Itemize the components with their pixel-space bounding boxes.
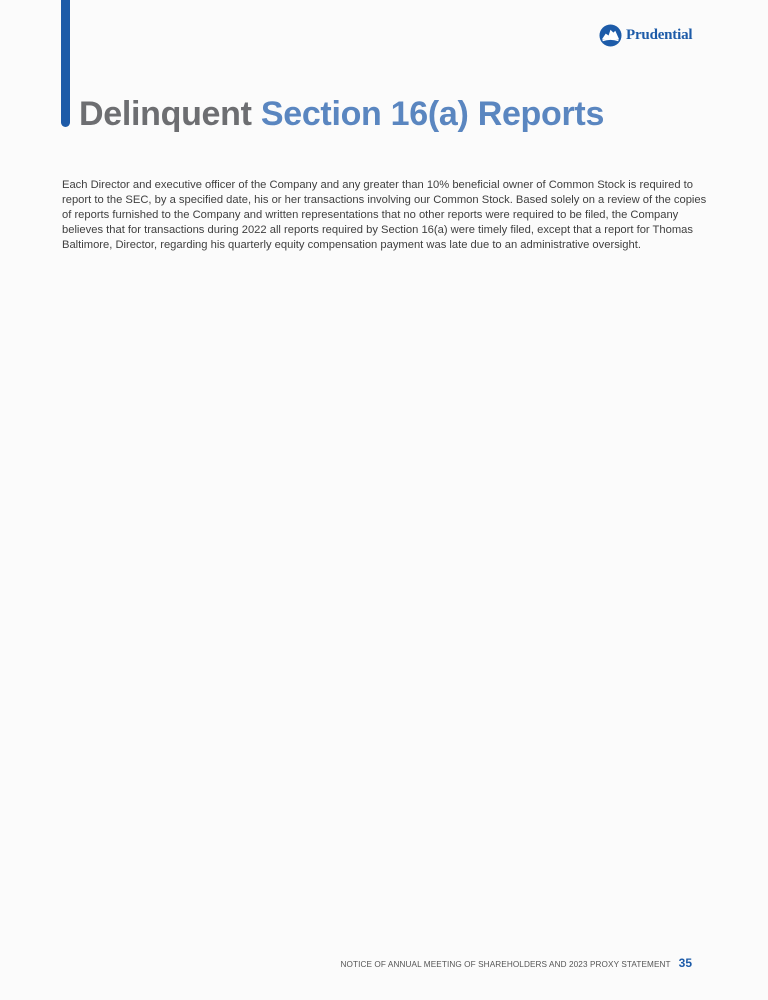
body-paragraph: Each Director and executive officer of the Company and any greater than 10% beneficial owner of Common Stock is required to report to the SEC, by a specified date, his or her transactions involving our Common Stock. Based solely on a review of the copies of reports furnished to the Company and written representations that no other reports were required to be filed, the Company believes that for transactions during 2022 all reports required by Section 16(a) were timely filed, except that a report for Thomas Baltimore, Director, regarding his quarterly equity compensation payment was late due to an administrative oversight. bbox=[62, 179, 707, 251]
title-part-2: Section 16(a) Reports bbox=[260, 95, 605, 133]
title-part-1: Delinquent bbox=[79, 95, 252, 133]
footer-text: NOTICE OF ANNUAL MEETING OF SHAREHOLDERS AND 2023 PROXY STATEMENT bbox=[340, 960, 671, 969]
prudential-logo bbox=[599, 24, 692, 47]
prudential-rock-icon bbox=[599, 24, 622, 47]
accent-bar bbox=[61, 0, 70, 127]
page-footer bbox=[341, 956, 692, 970]
brand-name: Prudential bbox=[626, 27, 693, 43]
page-title bbox=[79, 93, 604, 135]
page-number: 35 bbox=[678, 956, 692, 970]
